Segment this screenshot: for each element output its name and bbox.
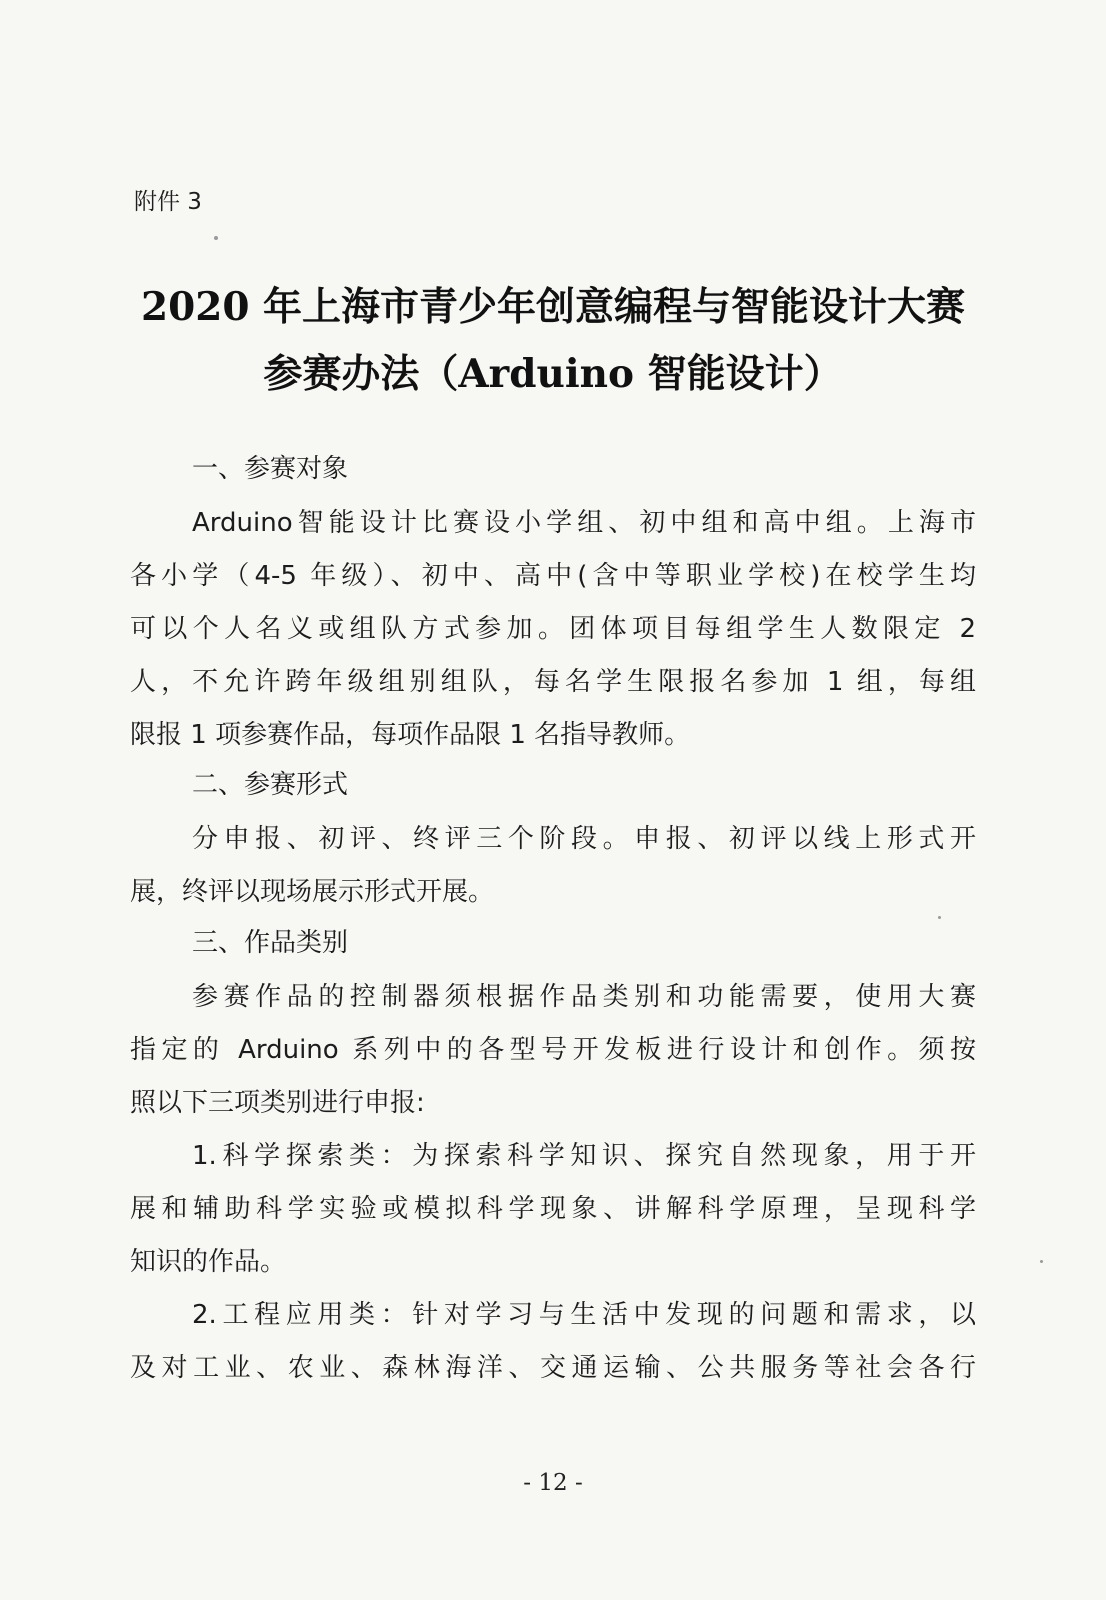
paragraph-line: Arduino智能设计比赛设小学组、初中组和高中组。上海市 xyxy=(192,508,976,538)
section-heading-participants: 一、参赛对象 xyxy=(192,454,349,484)
paragraph-line: 人，不允许跨年级组别组队，每名学生限报名参加 1 组，每组 xyxy=(130,667,976,697)
section-heading-categories: 三、作品类别 xyxy=(192,928,349,958)
section-heading-format: 二、参赛形式 xyxy=(192,770,349,800)
paragraph-line: 各小学（4-5 年级）、初中、高中(含中等职业学校)在校学生均 xyxy=(130,561,976,591)
paragraph-line: 展和辅助科学实验或模拟科学现象、讲解科学原理，呈现科学 xyxy=(130,1194,976,1224)
attachment-label: 附件 3 xyxy=(134,189,202,215)
paragraph-line: 照以下三项类别进行申报: xyxy=(130,1088,425,1118)
paragraph-line: 2.工程应用类：针对学习与生活中发现的问题和需求，以 xyxy=(192,1300,976,1330)
paragraph-line: 指定的 Arduino 系列中的各型号开发板进行设计和创作。须按 xyxy=(130,1035,976,1065)
scan-speck xyxy=(1040,1260,1043,1263)
paragraph-line: 限报 1 项参赛作品，每项作品限 1 名指导教师。 xyxy=(130,720,691,750)
paragraph-line: 参赛作品的控制器须根据作品类别和功能需要，使用大赛 xyxy=(192,982,976,1012)
paragraph-line: 分申报、初评、终评三个阶段。申报、初评以线上形式开 xyxy=(192,824,976,854)
document-title-line-2: 参赛办法（Arduino 智能设计） xyxy=(263,351,843,397)
paragraph-line: 可以个人名义或组队方式参加。团体项目每组学生人数限定 2 xyxy=(130,614,976,644)
paragraph-line: 及对工业、农业、森林海洋、交通运输、公共服务等社会各行 xyxy=(130,1353,976,1383)
paragraph-line: 1.科学探索类：为探索科学知识、探究自然现象，用于开 xyxy=(192,1141,976,1171)
paragraph-line: 展，终评以现场展示形式开展。 xyxy=(130,877,495,907)
document-title-line-1: 2020 年上海市青少年创意编程与智能设计大赛 xyxy=(140,284,966,330)
page-number: - 12 - xyxy=(523,1470,583,1496)
scan-speck xyxy=(214,236,218,240)
scan-speck xyxy=(938,916,941,919)
paragraph-line: 知识的作品。 xyxy=(130,1247,287,1277)
